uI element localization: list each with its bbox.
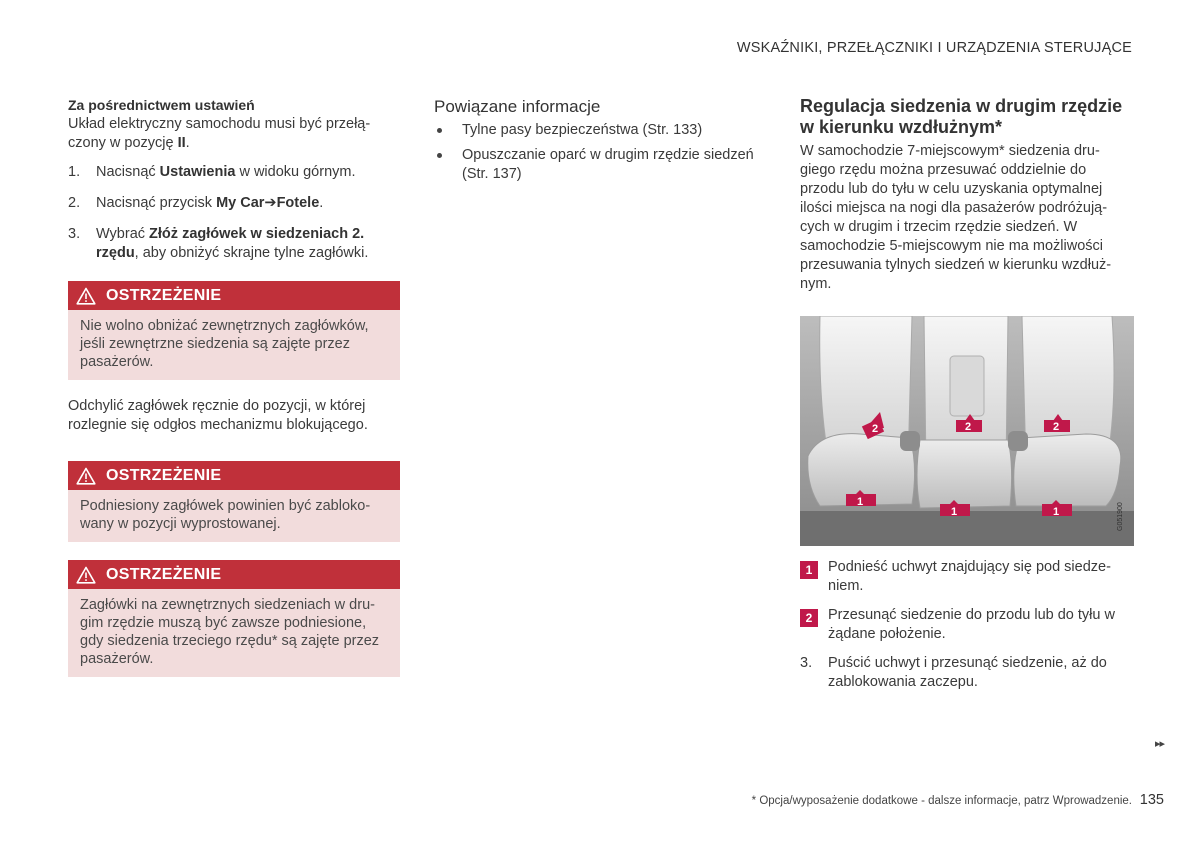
related-info-heading: Powiązane informacje xyxy=(434,97,601,116)
list-item: 2. Nacisnąć przycisk My Car➔Fotele. xyxy=(68,195,324,211)
warning-text: Zagłówki na zewnętrznych siedzeniach w dru-gim rzędzie muszą być zawsze podniesione, gdy siedzenia trzeciego rzędu* są zajęte przez pasażerów. xyxy=(80,597,380,667)
list-item: 1 Podnieść uchwyt znajdujący się pod siedze-niem. xyxy=(800,558,1134,596)
figure-marker-1: 1 xyxy=(856,496,864,508)
warning-box xyxy=(68,560,400,677)
warning-box xyxy=(68,281,400,380)
bullet-icon xyxy=(434,146,462,184)
arrow-right-icon: ➔ xyxy=(264,195,277,211)
bullet-icon xyxy=(434,121,462,140)
warning-triangle-icon xyxy=(76,287,96,305)
figure-marker-1: 1 xyxy=(950,506,958,518)
running-header: WSKAŹNIKI, PRZEŁĄCZNIKI I URZĄDZENIA STERUJĄCE xyxy=(736,40,1132,56)
warning-title: OSTRZEŻENIE xyxy=(106,565,222,583)
column-right xyxy=(800,96,1134,702)
warning-title: OSTRZEŻENIE xyxy=(106,466,222,484)
list-item: 3. Wybrać Złóż zagłówek w siedzeniach 2. rzędu, aby obniżyć skrajne tylne zagłówki. xyxy=(68,226,369,261)
related-link[interactable]: Tylne pasy bezpieczeństwa (Str. 133) xyxy=(434,121,770,140)
list-item: 2 Przesunąć siedzenie do przodu lub do tyłu w żądane położenie. xyxy=(800,606,1134,644)
warning-box xyxy=(68,461,400,542)
figure-marker-2: 2 xyxy=(964,421,972,433)
list-item: 1. Nacisnąć Ustawienia w widoku górnym. xyxy=(68,164,356,180)
marker-1-badge: 1 xyxy=(800,561,818,579)
marker-2-badge: 2 xyxy=(800,609,818,627)
warning-text: Nie wolno obniżać zewnętrznych zagłówków, jeśli zewnętrzne siedzenia są zajęte przez pasażerów. xyxy=(80,318,369,370)
related-links xyxy=(434,121,770,184)
caption-list xyxy=(800,558,1134,692)
steps-list xyxy=(68,163,400,263)
column-middle xyxy=(434,96,770,190)
footnote: * Opcja/wyposażenie dodatkowe - dalsze informacje, patrz Wprowadzenie. xyxy=(751,795,1132,807)
intro-paragraph: Układ elektryczny samochodu musi być przełą-czony w pozycję II. xyxy=(68,116,371,151)
warning-triangle-icon xyxy=(76,467,96,485)
related-link[interactable]: Opuszczanie oparć w drugim rzędzie siedzeń (Str. 137) xyxy=(434,146,770,184)
body-paragraph: Odchylić zagłówek ręcznie do pozycji, w której rozlegnie się odgłos mechanizmu blokującego. xyxy=(68,398,368,433)
column-left xyxy=(68,96,400,677)
list-item: 3. Puścić uchwyt i przesunąć siedzenie, aż do zablokowania zaczepu. xyxy=(800,655,1107,690)
warning-text: Podniesiony zagłówek powinien być zabloko-wany w pozycji wyprostowanej. xyxy=(80,498,371,532)
figure-marker-1: 1 xyxy=(1052,506,1060,518)
figure-marker-2: 2 xyxy=(871,423,879,435)
section-subheading: Za pośrednictwem ustawień xyxy=(68,97,255,113)
figure-code: G051900 xyxy=(1117,502,1124,531)
warning-title: OSTRZEŻENIE xyxy=(106,286,222,304)
continued-arrows-icon: ▸▸ xyxy=(1154,738,1164,750)
section-heading: Regulacja siedzenia w drugim rzędzie w kierunku wzdłużnym* xyxy=(800,96,1123,137)
figure-marker-2: 2 xyxy=(1052,421,1060,433)
warning-triangle-icon xyxy=(76,566,96,584)
seat-illustration xyxy=(800,316,1134,546)
page-number: 135 xyxy=(1139,792,1164,808)
body-paragraph: W samochodzie 7-miejscowym* siedzenia dru-giego rzędu można przesuwać oddzielnie do przodu lub do tyłu w celu uzyskania optymalnej ilości miejsca na nogi dla pasażerów podróżują-cych w drugim i trzecim rzędzie siedzeń. W samochodzie 5-miejscowym nie ma możliwości przesuwania tylnych siedzeń w kierunku wzdłuż-nym. xyxy=(800,143,1112,292)
